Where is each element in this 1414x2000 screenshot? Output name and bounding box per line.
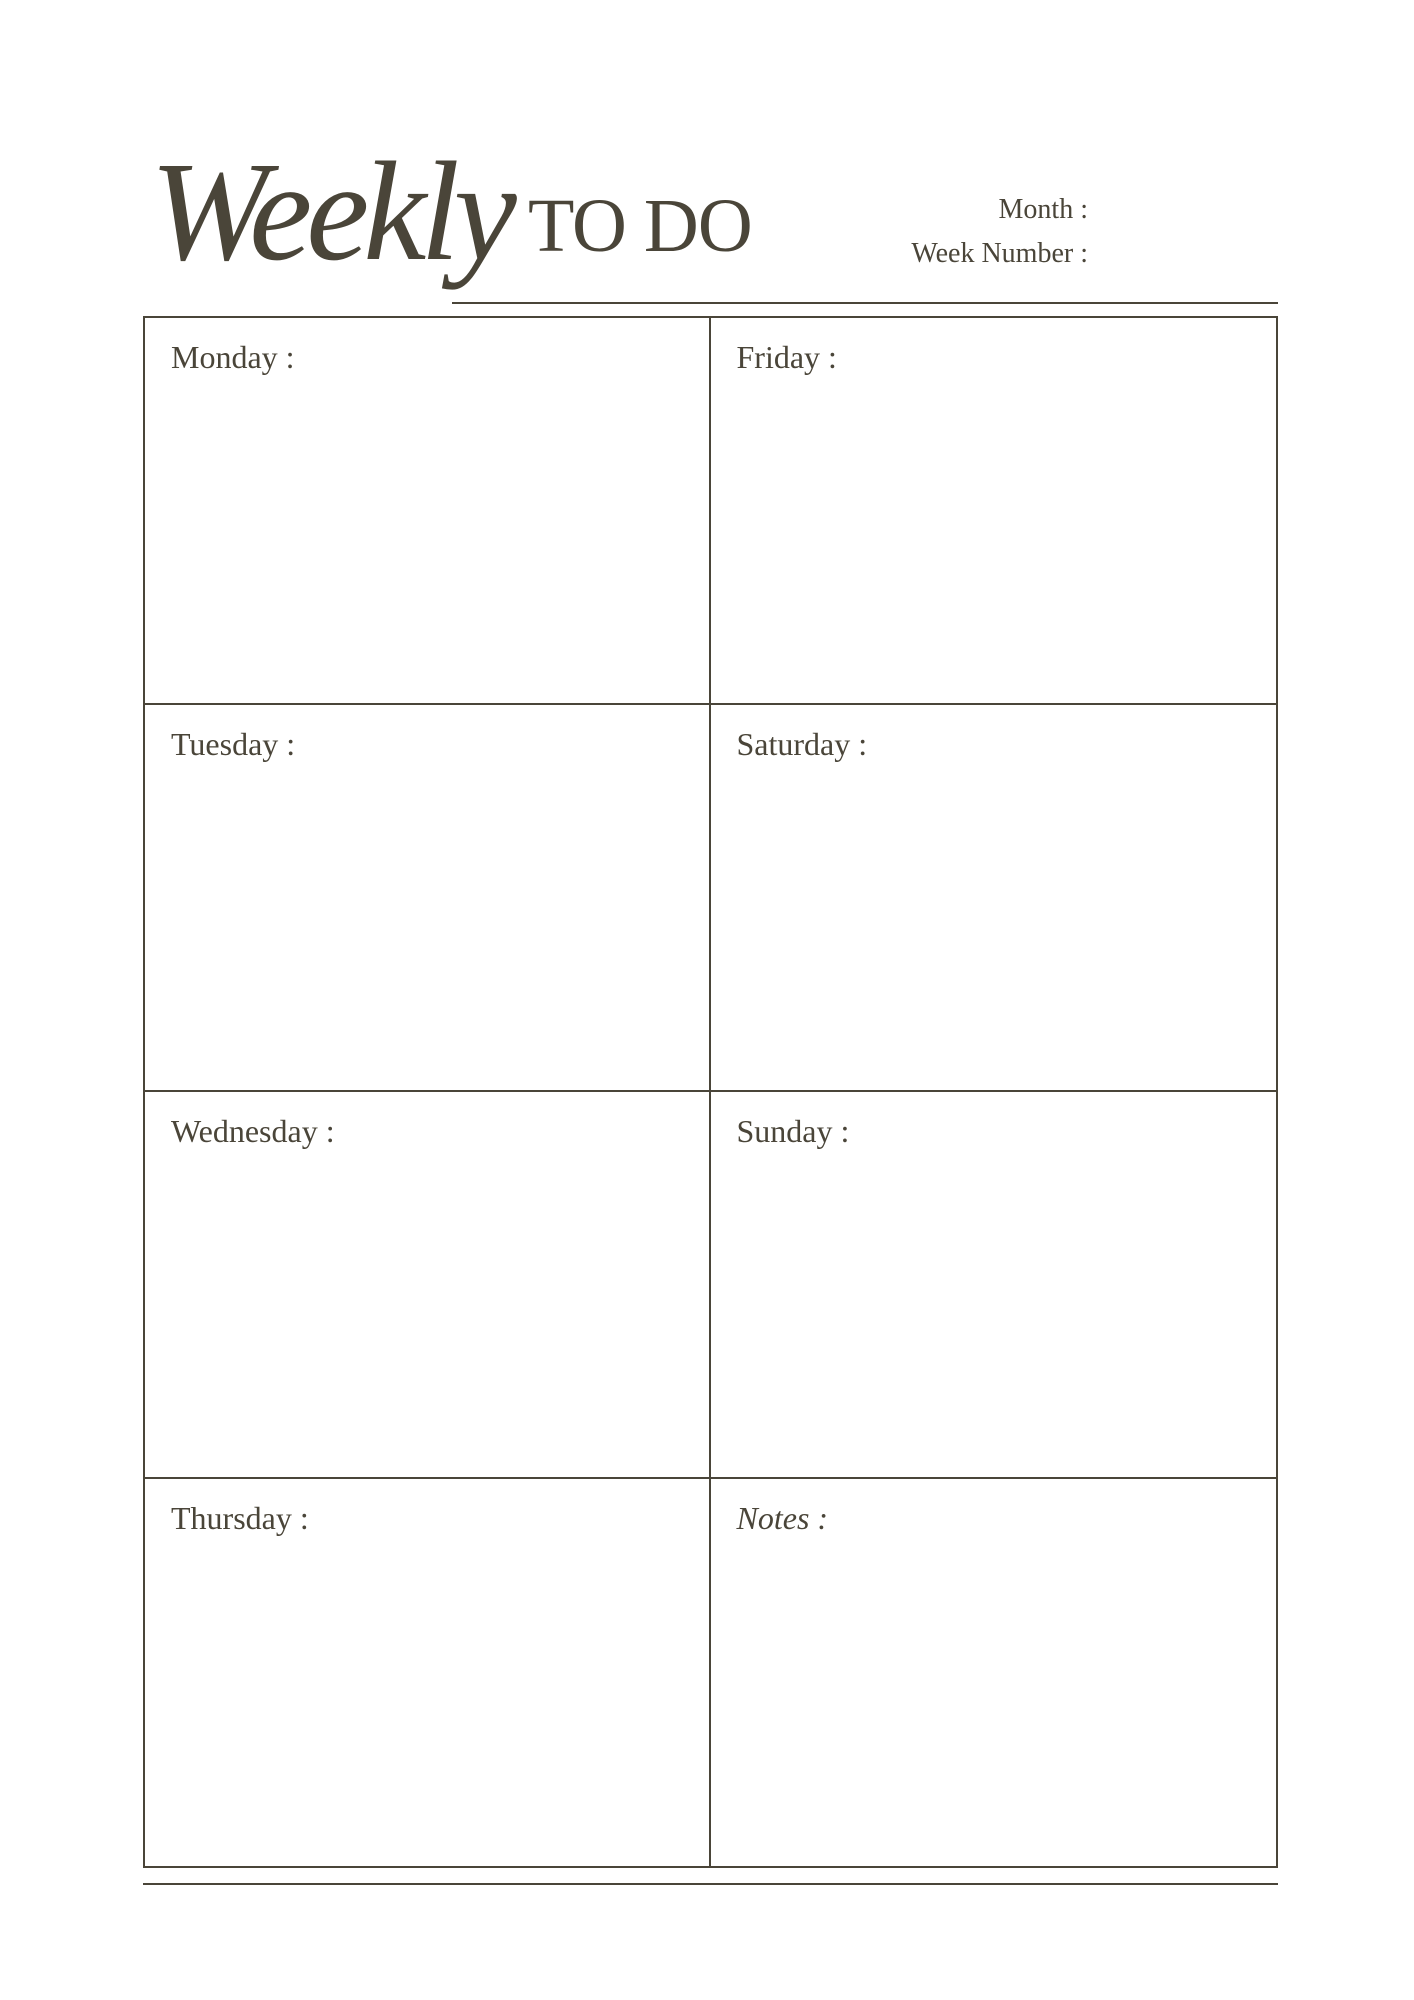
weekly-grid	[143, 316, 1278, 1868]
month-label: Month :	[998, 194, 1088, 225]
notes-box[interactable]	[711, 1479, 1277, 1866]
tuesday-label: Tuesday :	[171, 726, 296, 762]
friday-box[interactable]	[711, 318, 1277, 705]
sunday-label: Sunday :	[736, 1113, 850, 1149]
tuesday-box[interactable]	[145, 705, 711, 1092]
saturday-label: Saturday :	[736, 726, 868, 762]
sunday-box[interactable]	[711, 1092, 1277, 1479]
thursday-box[interactable]	[145, 1479, 711, 1866]
title-weekly: Weekly	[150, 132, 511, 290]
footer-divider	[143, 1883, 1278, 1885]
week-number-label: Week Number :	[911, 238, 1088, 269]
title-to-do: TO DO	[528, 184, 752, 268]
wednesday-box[interactable]	[145, 1092, 711, 1479]
notes-label: Notes :	[736, 1500, 829, 1536]
friday-label: Friday :	[736, 339, 837, 375]
monday-box[interactable]	[145, 318, 711, 705]
thursday-label: Thursday :	[171, 1500, 309, 1536]
saturday-box[interactable]	[711, 705, 1277, 1092]
wednesday-label: Wednesday :	[171, 1113, 335, 1149]
monday-label: Monday :	[171, 339, 295, 375]
header-divider	[452, 302, 1278, 304]
